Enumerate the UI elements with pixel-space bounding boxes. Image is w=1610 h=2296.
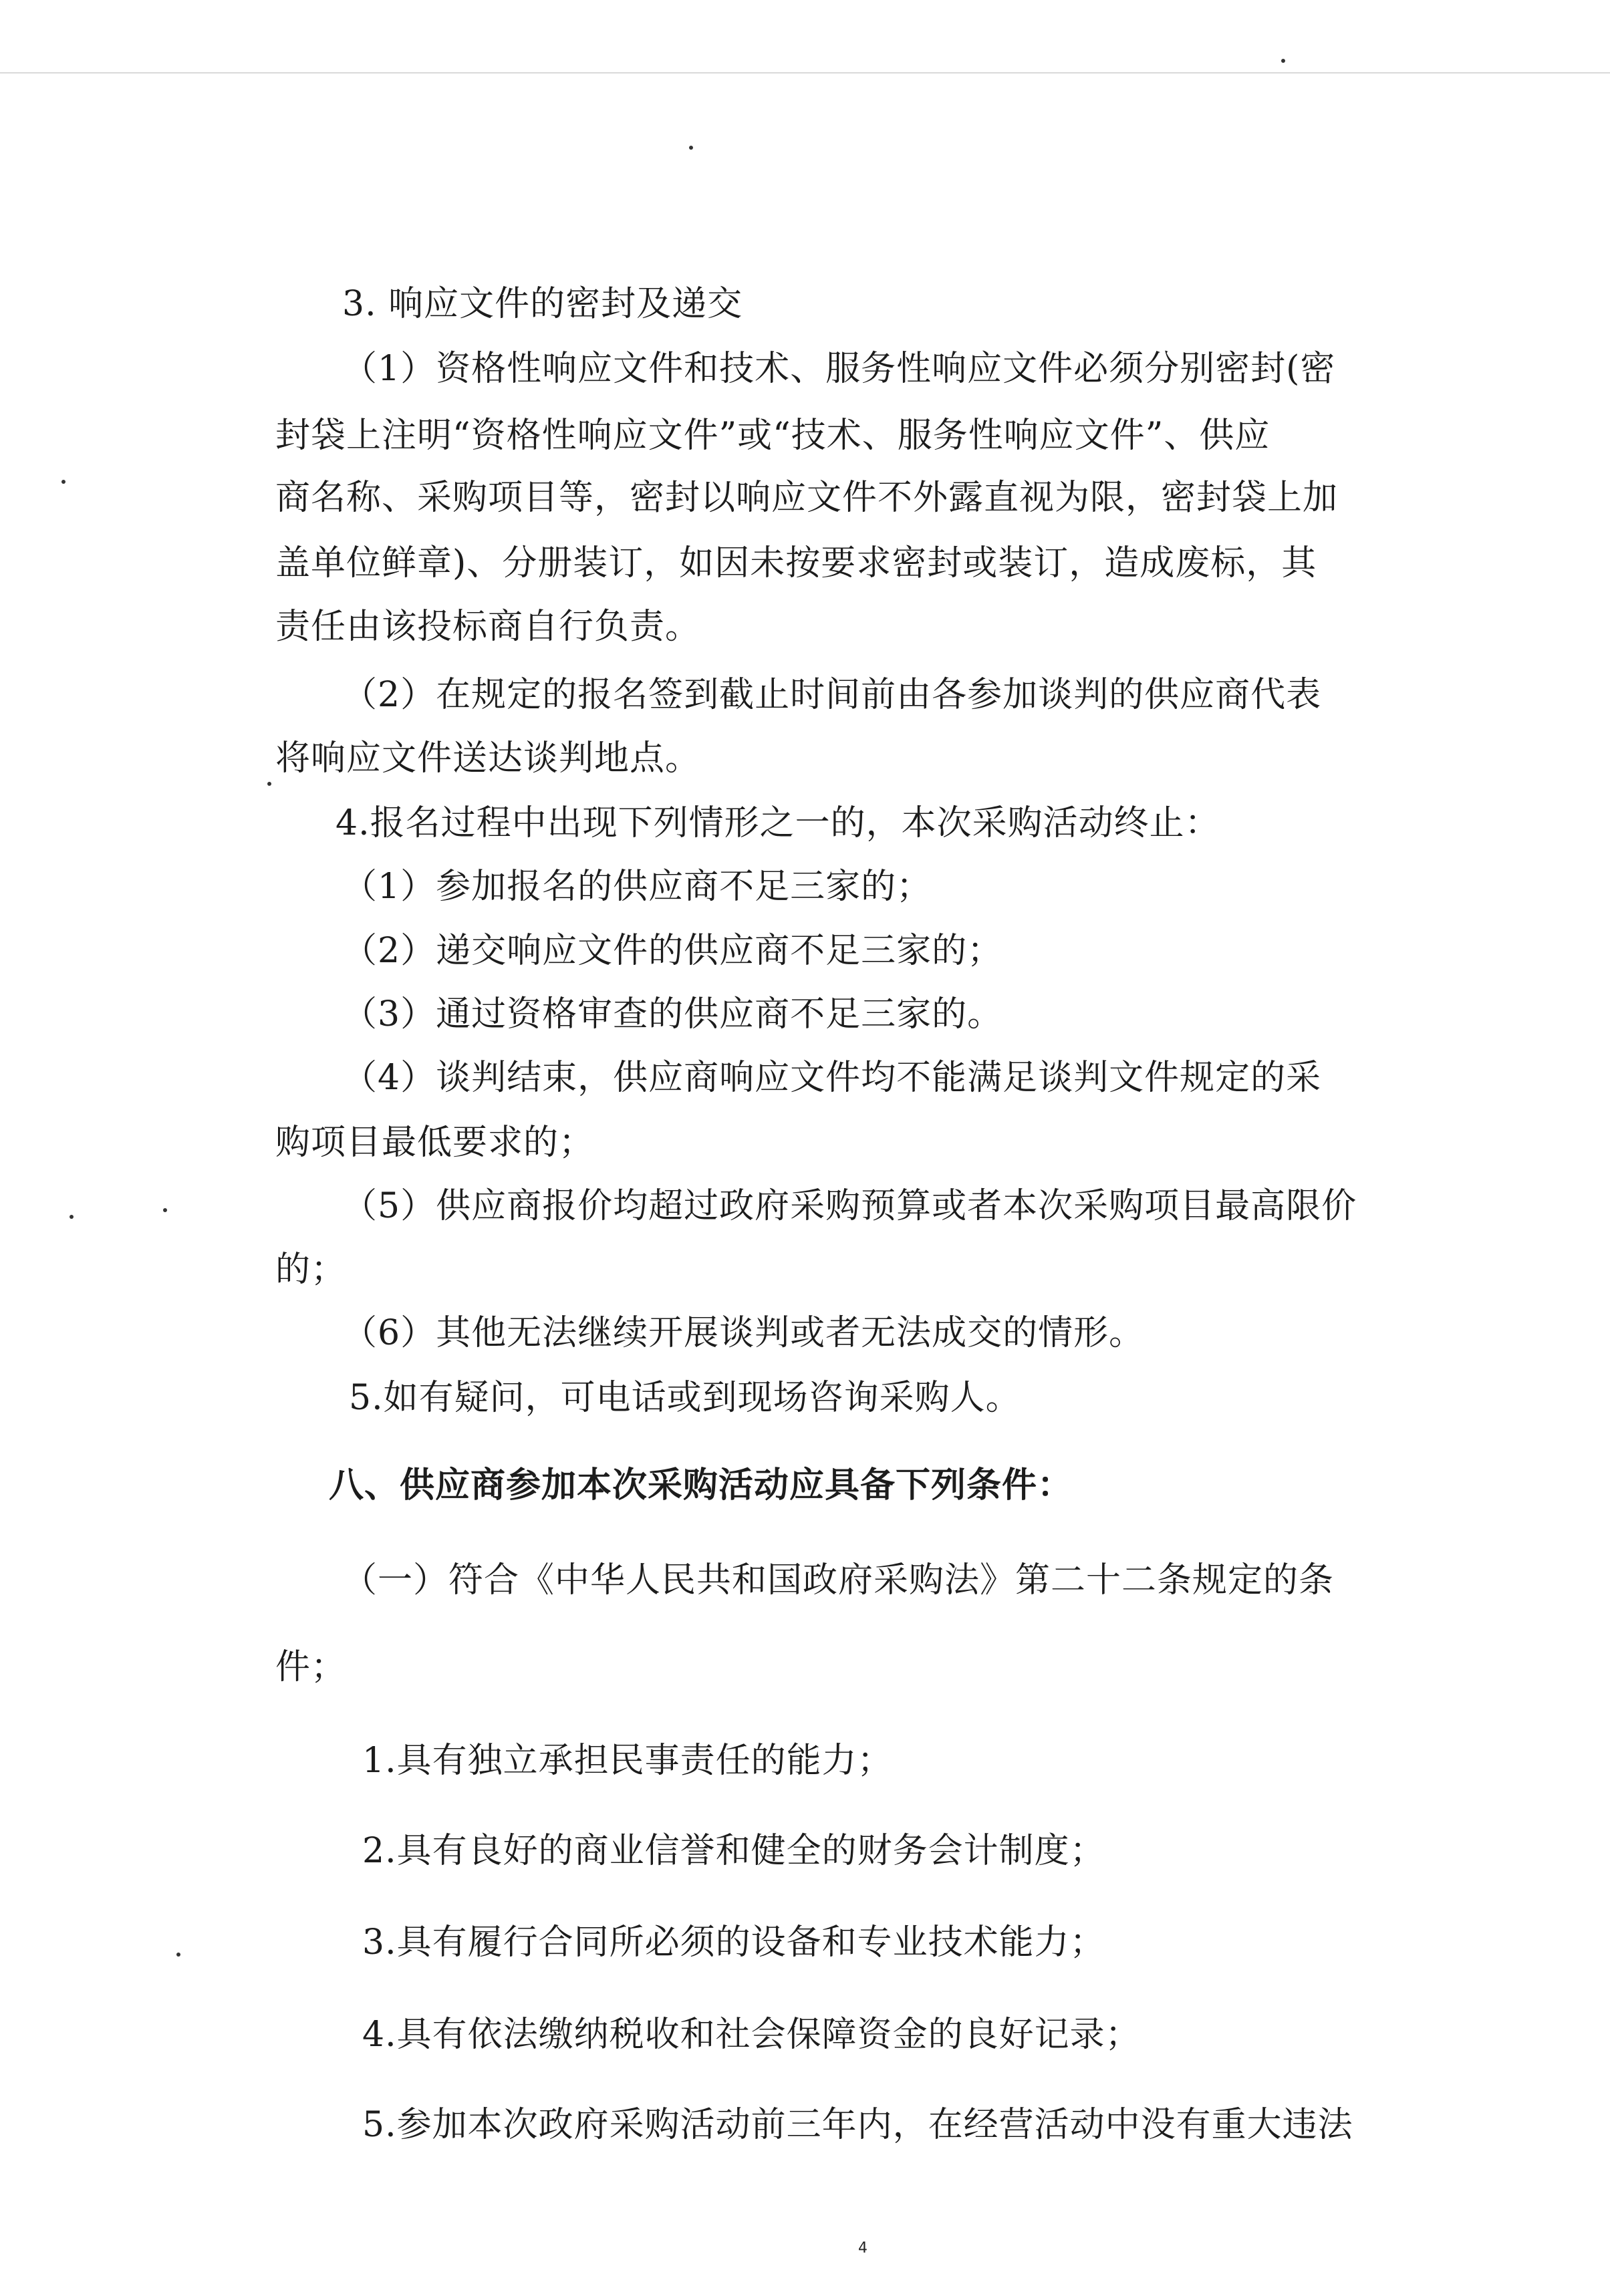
scan-speck: [689, 146, 693, 150]
paragraph-line: （1）资格性响应文件和技术、服务性响应文件必须分别密封(密: [342, 349, 1336, 389]
list-item: 3.具有履行合同所必须的设备和专业技术能力；: [362, 1922, 1105, 1963]
list-item: 1.具有独立承担民事责任的能力；: [362, 1741, 893, 1781]
list-item: 2.具有良好的商业信誉和健全的财务会计制度；: [362, 1831, 1105, 1871]
scan-speck: [61, 480, 65, 484]
paragraph-line: （一）符合《中华人民共和国政府采购法》第二十二条规定的条: [342, 1560, 1335, 1600]
list-item: 5.参加本次政府采购活动前三年内，在经营活动中没有重大违法: [362, 2105, 1353, 2145]
subsection-heading: 3. 响应文件的密封及递交: [342, 284, 743, 324]
list-item: （1）参加报名的供应商不足三家的；: [342, 867, 932, 907]
list-item: （4）谈判结束，供应商响应文件均不能满足谈判文件规定的采: [342, 1058, 1322, 1098]
list-item: 4.具有依法缴纳税收和社会保障资金的良好记录；: [362, 2015, 1141, 2055]
scan-speck: [70, 1215, 74, 1219]
paragraph-line: 封袋上注明“资格性响应文件”或“技术、服务性响应文件”、供应: [275, 416, 1270, 456]
paragraph-line: 商名称、采购项目等，密封以响应文件不外露直视为限，密封袋上加: [275, 478, 1339, 518]
subsection-heading: 4.报名过程中出现下列情形之一的，本次采购活动终止：: [336, 803, 1220, 843]
scan-speck: [1281, 59, 1285, 63]
list-item: 购项目最低要求的；: [275, 1123, 595, 1163]
paragraph-line: 将响应文件送达谈判地点。: [275, 738, 701, 778]
scan-speck: [176, 1953, 180, 1957]
paragraph-line: 5.如有疑问，可电话或到现场咨询采购人。: [349, 1378, 1021, 1418]
scan-speck: [163, 1208, 167, 1212]
section-heading: 八、供应商参加本次采购活动应具备下列条件：: [329, 1465, 1073, 1505]
list-item: （6）其他无法继续开展谈判或者无法成交的情形。: [342, 1313, 1145, 1353]
paragraph-line: 盖单位鲜章)、分册装订，如因未按要求密封或装订，造成废标，其: [275, 543, 1317, 583]
scan-edge-line: [0, 72, 1610, 74]
paragraph-line: 责任由该投标商自行负责。: [275, 607, 701, 647]
list-item: （5）供应商报价均超过政府采购预算或者本次采购项目最高限价: [342, 1186, 1357, 1226]
list-item: （2）递交响应文件的供应商不足三家的；: [342, 931, 1003, 971]
list-item: （3）通过资格审查的供应商不足三家的。: [342, 994, 1003, 1034]
paragraph-line: （2）在规定的报名签到截止时间前由各参加谈判的供应商代表: [342, 675, 1322, 715]
paragraph-line: 件；: [275, 1647, 347, 1687]
list-item: 的；: [275, 1250, 347, 1290]
scan-speck: [267, 782, 271, 786]
page-number: 4: [858, 2240, 867, 2257]
